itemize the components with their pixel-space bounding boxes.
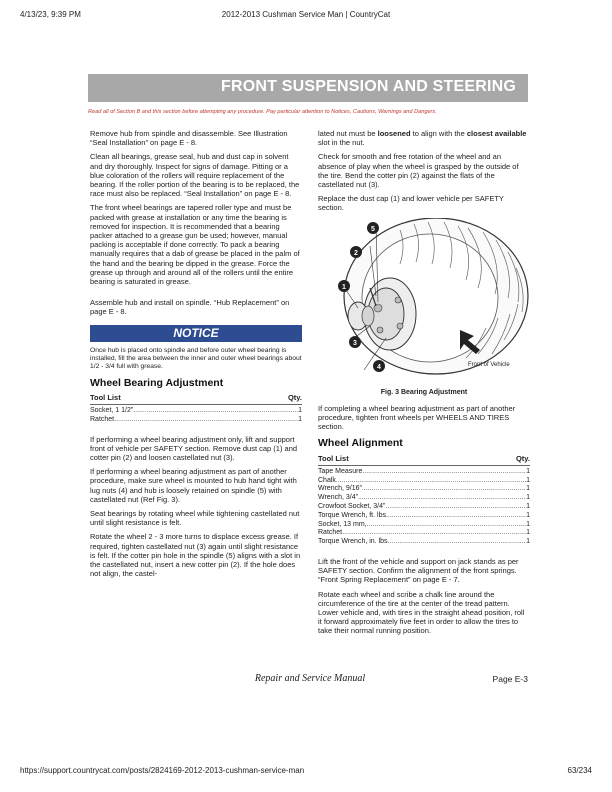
svg-text:4: 4 — [377, 363, 381, 371]
tool-name: Socket, 1 1/2” — [90, 407, 134, 415]
print-url: https://support.countrycat.com/posts/2824169-2012-2013-cushman-service-man — [20, 766, 305, 775]
tool-name: Ratchet — [318, 529, 343, 537]
tool-list-header-name: Tool List — [318, 453, 349, 463]
warning-line: Read all of Section B and this section before attempting any procedure. Pay particular attention to Notices, Cautions, Warnings and Dangers. — [88, 109, 437, 115]
paragraph: Check for smooth and free rotation of the wheel and an absence of play when the wheel is grasped by the outside of the tire. Bend the cotter pin (2) against the flats of the castellated nut (3). — [318, 152, 519, 190]
tool-qty: 1 — [298, 415, 302, 423]
tool-qty: 1 — [526, 476, 530, 484]
tool-row — [90, 416, 302, 425]
tool-name: Socket, 13 mm, — [318, 520, 367, 528]
svg-text:2: 2 — [354, 249, 358, 257]
paragraph: lated nut must be loosened to align with the closest available slot in the nut. — [318, 129, 527, 148]
browser-footer — [20, 766, 592, 778]
page-number: Page E-3 — [492, 674, 528, 684]
callout-3 — [349, 336, 361, 348]
tool-row — [318, 485, 530, 494]
print-page-count: 63/234 — [567, 766, 592, 775]
section-title: FRONT SUSPENSION AND STEERING — [220, 78, 516, 95]
tool-row — [318, 529, 530, 538]
tool-row — [318, 512, 530, 521]
tool-row — [318, 538, 530, 547]
right-column — [318, 129, 530, 641]
tool-qty: 1 — [526, 494, 530, 502]
callout-5 — [367, 222, 379, 234]
print-datetime: 4/13/23, 9:39 PM — [20, 10, 81, 19]
paragraph: If completing a wheel bearing adjustment as part of another procedure, tighten front wheels per WHEELS AND TIRES section. — [318, 403, 516, 432]
tool-name: Torque Wrench, in. lbs. — [318, 538, 390, 546]
notice-banner: NOTICE — [90, 325, 302, 342]
paragraph: If performing a wheel bearing adjustment only, lift and support front of vehicle per SAFETY section. Remove dust cap (1) and cotter pin (2) and loosen castellated nut (3). — [90, 434, 298, 463]
tool-list-header-qty: Qty. — [287, 392, 302, 402]
figure-caption: Fig. 3 Bearing Adjustment — [380, 388, 468, 396]
svg-text:5: 5 — [371, 225, 375, 233]
paragraph: Lift the front of the vehicle and support on jack stands as per SAFETY section. Confirm the alignment of the front springs. “Front Spring Replacement” on page E - 7. — [318, 557, 519, 585]
tool-row — [318, 521, 530, 530]
tool-name: Tape Measure — [318, 467, 363, 475]
tool-row — [318, 503, 530, 512]
paragraph: Rotate each wheel and scribe a chalk line around the circumference of the tire at the center of the tread pattern. Lower vehicle and, with tires in the straight ahead position, roll it forward approximately five feet in order to allow the tires to take their normal running position. — [318, 589, 525, 636]
tool-name: Crowfoot Socket, 3/4” — [318, 503, 386, 511]
wheel-hub-illustration — [318, 218, 530, 386]
page-footer — [90, 673, 530, 687]
tool-qty: 1 — [526, 529, 530, 537]
tool-list-header-qty: Qty. — [515, 453, 530, 463]
paragraph: Replace the dust cap (1) and lower vehicle per SAFETY section. — [318, 194, 504, 213]
paragraph: Seat bearings by rotating wheel while tightening castellated nut until slight resistance is felt. — [90, 509, 300, 528]
callout-1 — [338, 280, 350, 292]
tool-qty: 1 — [298, 407, 302, 415]
browser-header — [20, 10, 592, 22]
print-page-title: 2012-2013 Cushman Service Man | CountryCat — [221, 10, 391, 19]
paragraph: If performing a wheel bearing adjustment as part of another procedure, make sure wheel is mounted to hub hand tight with lug nuts (4) and hub is loosely retained on spindle (5) with castellated nut (Ref Fig. 3). — [90, 467, 297, 504]
tool-qty: 1 — [526, 485, 530, 493]
tool-list-header-name: Tool List — [90, 392, 121, 402]
bearing-adjustment-figure — [318, 218, 530, 386]
section-heading: Wheel Alignment — [318, 437, 403, 450]
tool-name: Torque Wrench, ft. lbs. — [318, 511, 388, 519]
paragraph: Rotate the wheel 2 - 3 more turns to displace excess grease. If required, tighten castellated nut (3) again until slight resistance is felt. If the cotter pin hole in the spindle (5) aligns with a slot in the castellated nut, insert a new cotter pin (2). If the hole does not align, the castel- — [90, 532, 301, 579]
tool-qty: 1 — [526, 511, 530, 519]
callout-4 — [373, 360, 385, 372]
tool-name: Wrench, 3/4” — [318, 494, 358, 502]
tool-list-header — [318, 454, 530, 466]
tool-name: Wrench, 9/16” — [318, 485, 362, 493]
tool-qty: 1 — [526, 467, 530, 475]
tool-row — [318, 468, 530, 477]
svg-text:3: 3 — [353, 339, 357, 347]
tool-row — [318, 477, 530, 486]
tool-qty: 1 — [526, 503, 530, 511]
tool-name: Chalk — [318, 476, 336, 484]
tool-qty: 1 — [526, 520, 530, 528]
paragraph: Remove hub from spindle and disassemble. See Illustration “Seal Installation” on page E - 8. — [90, 129, 288, 148]
tool-row — [318, 494, 530, 503]
manual-name: Repair and Service Manual — [254, 673, 366, 684]
section-heading: Wheel Bearing Adjustment — [90, 376, 224, 389]
tool-qty: 1 — [526, 538, 530, 546]
notice-text: Once hub is placed onto spindle and before outer wheel bearing is installed, fill the area between the inner and outer wheel bearings about 1/2 - 3/4 full with grease. — [90, 346, 302, 370]
left-column — [90, 129, 302, 584]
tool-list-header — [90, 393, 302, 405]
front-of-vehicle-label: Front of Vehicle — [468, 361, 510, 368]
section-banner — [88, 74, 528, 102]
tool-list — [90, 393, 302, 425]
tool-name: Ratchet — [90, 415, 115, 423]
paragraph: Assemble hub and install on spindle. “Hub Replacement” on page E - 8. — [90, 298, 290, 317]
tool-row — [90, 407, 302, 416]
paragraph: The front wheel bearings are tapered roller type and must be packed with grease at installation or any time the bearing is removed for inspection. It is recommended that a bearing packer attached to a grease gun be used; however, manual packing is acceptable if done correctly. To pack a bearing manually requires that a dab of grease be placed in the palm of the hand and the bearing be dipped in the grease. Force the grease up through and around all of the rollers until the entire bearing is saturated in grease. — [90, 203, 300, 287]
paragraph: Clean all bearings, grease seal, hub and dust cap in solvent and dry thoroughly. Inspect for signs of damage. Pitting or a blue coloration of the rollers will require replacement of the bearing. If the roller portion of the bearing is to be replaced, the race must also be replaced. “Seal Installation” on page E - 8. — [90, 152, 300, 199]
tool-list — [318, 454, 530, 547]
svg-text:1: 1 — [342, 283, 346, 291]
callout-2 — [350, 246, 362, 258]
